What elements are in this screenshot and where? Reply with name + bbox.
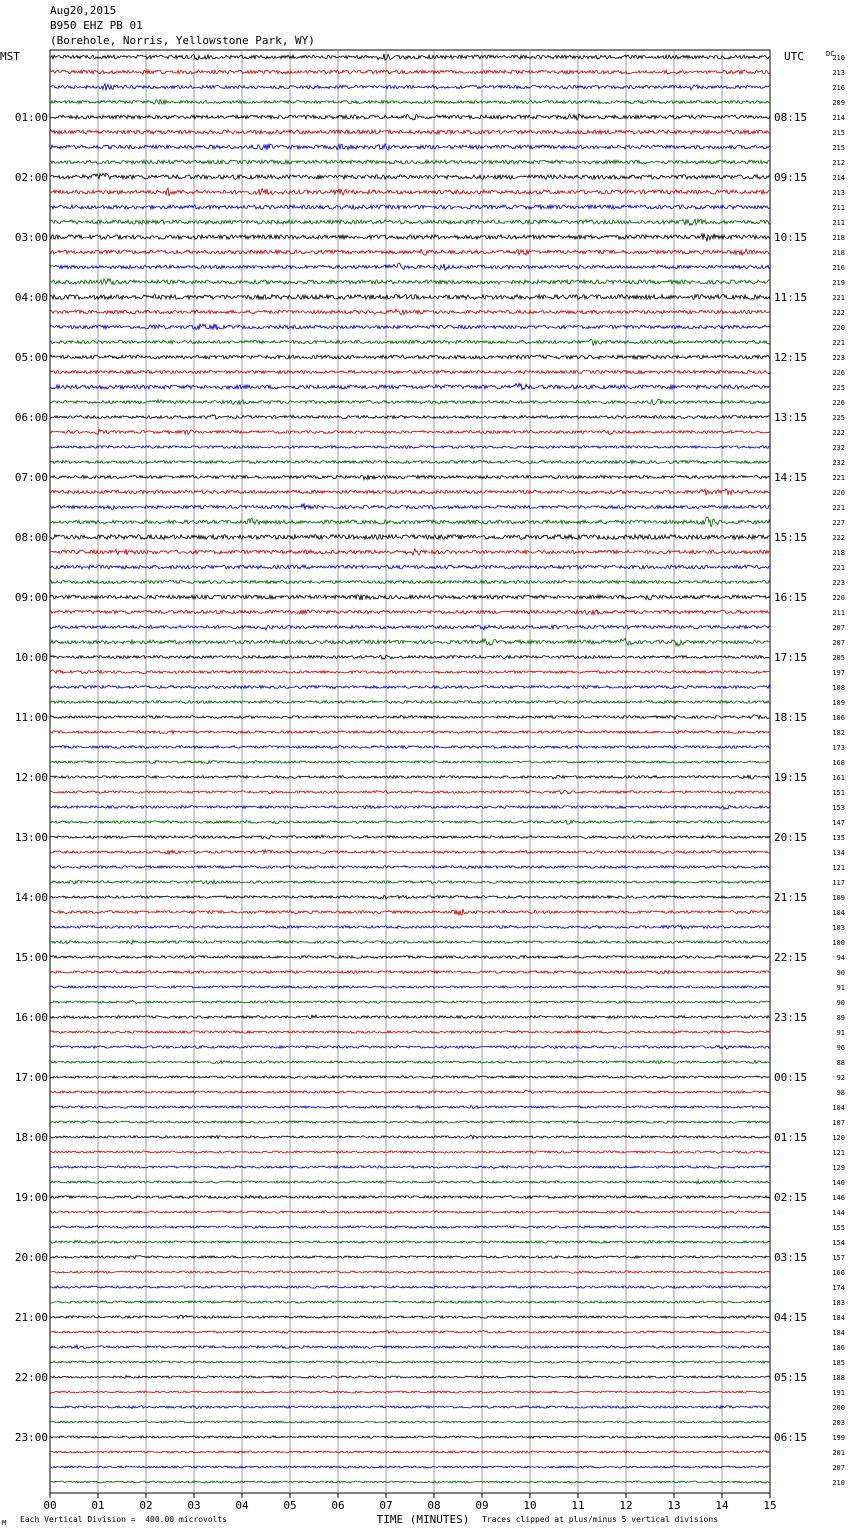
dc-value: 153 xyxy=(832,804,845,812)
trace-line xyxy=(50,1436,770,1438)
dc-value: 200 xyxy=(832,1404,845,1412)
utc-hour-label: 16:15 xyxy=(774,591,808,604)
utc-hour-label: 00:15 xyxy=(774,1071,808,1084)
trace-line xyxy=(50,760,770,763)
mst-hour-label: 09:00 xyxy=(14,591,48,604)
dc-value: 191 xyxy=(832,1389,845,1397)
trace-line xyxy=(50,173,770,179)
trace-line xyxy=(50,835,770,839)
x-tick-label: 09 xyxy=(475,1499,489,1512)
dc-value: 211 xyxy=(832,609,845,617)
dc-value: 94 xyxy=(836,954,845,962)
dc-value: 222 xyxy=(832,534,845,542)
trace-line xyxy=(50,1255,770,1258)
utc-hour-label: 09:15 xyxy=(774,171,808,184)
dc-value: 168 xyxy=(832,759,845,767)
mst-hour-label: 23:00 xyxy=(14,1431,48,1444)
utc-hour-label: 15:15 xyxy=(774,531,808,544)
axis-labels xyxy=(0,50,845,1526)
trace-line xyxy=(50,895,770,899)
trace-line xyxy=(50,1166,770,1169)
trace-line xyxy=(50,399,770,404)
dc-value: 210 xyxy=(832,1479,845,1487)
trace-line xyxy=(50,249,770,255)
utc-hour-label: 12:15 xyxy=(774,351,808,364)
mst-hour-label: 07:00 xyxy=(14,471,48,484)
dc-value: 210 xyxy=(832,54,845,62)
dc-value: 88 xyxy=(836,1059,845,1067)
trace-line xyxy=(50,1076,770,1078)
trace-line xyxy=(50,866,770,869)
trace-line xyxy=(50,1361,770,1364)
trace-line xyxy=(50,415,770,419)
trace-line xyxy=(50,1045,770,1049)
dc-value: 89 xyxy=(836,1014,845,1022)
trace-line xyxy=(50,114,770,120)
trace-line xyxy=(50,595,770,600)
trace-line xyxy=(50,610,770,615)
dc-value: 107 xyxy=(832,1119,845,1127)
x-axis-title: TIME (MINUTES) xyxy=(376,1513,470,1526)
dc-value: 205 xyxy=(832,654,845,662)
dc-value: 215 xyxy=(832,129,845,137)
trace-line xyxy=(50,446,770,449)
trace-line xyxy=(50,309,770,315)
utc-axis-label: UTC xyxy=(784,50,804,63)
mst-hour-label: 17:00 xyxy=(14,1071,48,1084)
trace-line xyxy=(50,1120,770,1123)
dc-value: 103 xyxy=(832,924,845,932)
dc-value: 219 xyxy=(832,279,845,287)
mst-hour-label: 10:00 xyxy=(14,651,48,664)
dc-value: 135 xyxy=(832,834,845,842)
trace-line xyxy=(50,535,770,540)
mst-hour-label: 06:00 xyxy=(14,411,48,424)
dc-value: 151 xyxy=(832,789,845,797)
dc-value: 215 xyxy=(832,144,845,152)
dc-value: 184 xyxy=(832,1329,845,1337)
dc-label: DC xyxy=(826,50,835,58)
trace-line xyxy=(50,160,770,164)
utc-hour-label: 17:15 xyxy=(774,651,808,664)
dc-value: 207 xyxy=(832,1464,845,1472)
mst-hour-label: 16:00 xyxy=(14,1011,48,1024)
mst-hour-label: 14:00 xyxy=(14,891,48,904)
utc-hour-label: 23:15 xyxy=(774,1011,808,1024)
utc-hour-label: 02:15 xyxy=(774,1191,808,1204)
dc-value: 100 xyxy=(832,939,845,947)
trace-line xyxy=(50,1226,770,1228)
mst-hour-label: 15:00 xyxy=(14,951,48,964)
x-tick-label: 07 xyxy=(379,1499,393,1512)
dc-value: 182 xyxy=(832,729,845,737)
trace-line xyxy=(50,263,770,270)
x-tick-label: 06 xyxy=(331,1499,345,1512)
dc-value: 121 xyxy=(832,864,845,872)
dc-value: 129 xyxy=(832,1164,845,1172)
dc-value: 197 xyxy=(832,669,845,677)
trace-line xyxy=(50,1090,770,1093)
x-tick-label: 01 xyxy=(91,1499,105,1512)
utc-hour-label: 18:15 xyxy=(774,711,808,724)
trace-line xyxy=(50,775,770,779)
clip-note: Traces clipped at plus/minus 5 vertical divisions xyxy=(482,1515,719,1524)
scale-note: Each Vertical Division = 400.00 microvolts xyxy=(20,1515,228,1524)
date-title: Aug20,2015 xyxy=(50,4,117,17)
mst-hour-label: 20:00 xyxy=(14,1251,48,1264)
dc-value: 188 xyxy=(832,1374,845,1382)
dc-value: 218 xyxy=(832,549,845,557)
x-tick-label: 15 xyxy=(763,1499,777,1512)
dc-value: 214 xyxy=(832,114,845,122)
trace-line xyxy=(50,1466,770,1468)
mst-hour-label: 12:00 xyxy=(14,771,48,784)
dc-value: 106 xyxy=(832,714,845,722)
mst-hour-label: 19:00 xyxy=(14,1191,48,1204)
dc-value: 221 xyxy=(832,294,845,302)
dc-value: 104 xyxy=(832,909,845,917)
utc-hour-label: 19:15 xyxy=(774,771,808,784)
dc-value: 218 xyxy=(832,234,845,242)
trace-line xyxy=(50,430,770,435)
dc-value: 216 xyxy=(832,264,845,272)
dc-value: 221 xyxy=(832,339,845,347)
x-tick-label: 05 xyxy=(283,1499,297,1512)
dc-value: 220 xyxy=(832,489,845,497)
trace-line xyxy=(50,475,770,480)
dc-value: 91 xyxy=(836,984,845,992)
dc-value: 144 xyxy=(832,1209,845,1217)
trace-line xyxy=(50,1331,770,1334)
trace-line xyxy=(50,1031,770,1034)
trace-line xyxy=(50,746,770,749)
dc-value: 147 xyxy=(832,819,845,827)
mst-hour-label: 11:00 xyxy=(14,711,48,724)
trace-line xyxy=(50,880,770,884)
dc-value: 222 xyxy=(832,429,845,437)
dc-value: 183 xyxy=(832,1299,845,1307)
x-tick-label: 13 xyxy=(667,1499,681,1512)
dc-value: 90 xyxy=(836,969,845,977)
mst-hour-label: 13:00 xyxy=(14,831,48,844)
dc-value: 213 xyxy=(832,189,845,197)
utc-hour-label: 05:15 xyxy=(774,1371,808,1384)
dc-value: 186 xyxy=(832,1344,845,1352)
trace-line xyxy=(50,1406,770,1409)
trace-line xyxy=(50,1271,770,1273)
trace-line xyxy=(50,355,770,359)
trace-line xyxy=(50,504,770,510)
dc-value: 134 xyxy=(832,849,845,857)
x-tick-label: 14 xyxy=(715,1499,729,1512)
seismic-traces xyxy=(50,54,770,1483)
dc-value: 161 xyxy=(832,774,845,782)
utc-hour-label: 11:15 xyxy=(774,291,808,304)
x-tick-label: 00 xyxy=(43,1499,57,1512)
trace-line xyxy=(50,1211,770,1213)
utc-hour-label: 01:15 xyxy=(774,1131,808,1144)
dc-value: 222 xyxy=(832,309,845,317)
dc-value: 117 xyxy=(832,879,845,887)
dc-value: 232 xyxy=(832,459,845,467)
dc-value: 221 xyxy=(832,474,845,482)
utc-hour-label: 20:15 xyxy=(774,831,808,844)
utc-hour-label: 08:15 xyxy=(774,111,808,124)
station-title: B950 EHZ PB 01 xyxy=(50,19,143,32)
trace-line xyxy=(50,655,770,659)
trace-line xyxy=(50,1391,770,1393)
dc-value: 157 xyxy=(832,1254,845,1262)
dc-value: 225 xyxy=(832,414,845,422)
trace-line xyxy=(50,383,770,390)
trace-line xyxy=(50,234,770,242)
mst-axis-label: MST xyxy=(0,50,20,63)
corner-mark: M xyxy=(2,1519,7,1527)
trace-line xyxy=(50,805,770,809)
trace-line xyxy=(50,370,770,373)
dc-value: 214 xyxy=(832,174,845,182)
trace-line xyxy=(50,715,770,719)
utc-hour-label: 03:15 xyxy=(774,1251,808,1264)
dc-value: 207 xyxy=(832,639,845,647)
dc-value: 226 xyxy=(832,369,845,377)
trace-line xyxy=(50,1421,770,1423)
dc-value: 140 xyxy=(832,1179,845,1187)
trace-line xyxy=(50,580,770,583)
utc-hour-label: 13:15 xyxy=(774,411,808,424)
trace-line xyxy=(50,219,770,226)
x-tick-label: 03 xyxy=(187,1499,201,1512)
dc-value: 120 xyxy=(832,1134,845,1142)
mst-hour-label: 08:00 xyxy=(14,531,48,544)
trace-line xyxy=(50,1345,770,1349)
trace-line xyxy=(50,670,770,674)
trace-line xyxy=(50,489,770,496)
trace-line xyxy=(50,940,770,945)
trace-line xyxy=(50,1105,770,1108)
trace-line xyxy=(50,986,770,988)
trace-line xyxy=(50,517,770,527)
trace-line xyxy=(50,339,770,345)
mst-hour-label: 02:00 xyxy=(14,171,48,184)
trace-line xyxy=(50,1015,770,1019)
x-tick-label: 11 xyxy=(571,1499,585,1512)
trace-line xyxy=(50,1481,770,1483)
dc-value: 211 xyxy=(832,204,845,212)
trace-line xyxy=(50,1000,770,1003)
dc-value: 173 xyxy=(832,744,845,752)
dc-value: 225 xyxy=(832,384,845,392)
utc-hour-label: 06:15 xyxy=(774,1431,808,1444)
trace-line xyxy=(50,100,770,105)
trace-line xyxy=(50,701,770,704)
dc-value: 91 xyxy=(836,1029,845,1037)
dc-value: 199 xyxy=(832,1434,845,1442)
trace-line xyxy=(50,686,770,689)
dc-value: 155 xyxy=(832,1224,845,1232)
utc-hour-label: 14:15 xyxy=(774,471,808,484)
trace-line xyxy=(50,144,770,151)
mst-hour-label: 05:00 xyxy=(14,351,48,364)
dc-value: 207 xyxy=(832,624,845,632)
mst-hour-label: 22:00 xyxy=(14,1371,48,1384)
trace-line xyxy=(50,970,770,974)
utc-hour-label: 21:15 xyxy=(774,891,808,904)
dc-value: 223 xyxy=(832,579,845,587)
trace-line xyxy=(50,1301,770,1303)
trace-line xyxy=(50,731,770,734)
dc-value: 154 xyxy=(832,1239,845,1247)
mst-hour-label: 04:00 xyxy=(14,291,48,304)
mst-hour-label: 18:00 xyxy=(14,1131,48,1144)
trace-line xyxy=(50,130,770,134)
dc-value: 109 xyxy=(832,894,845,902)
x-tick-label: 04 xyxy=(235,1499,249,1512)
dc-value: 209 xyxy=(832,99,845,107)
trace-line xyxy=(50,909,770,916)
dc-value: 121 xyxy=(832,1149,845,1157)
dc-value: 98 xyxy=(836,1089,845,1097)
dc-value: 90 xyxy=(836,999,845,1007)
trace-line xyxy=(50,790,770,794)
trace-line xyxy=(50,70,770,74)
trace-line xyxy=(50,1196,770,1199)
trace-line xyxy=(50,549,770,555)
trace-line xyxy=(50,1151,770,1153)
trace-line xyxy=(50,205,770,209)
trace-line xyxy=(50,1135,770,1139)
trace-line xyxy=(50,925,770,929)
dc-value: 184 xyxy=(832,1314,845,1322)
dc-value: 109 xyxy=(832,699,845,707)
dc-value: 220 xyxy=(832,594,845,602)
trace-line xyxy=(50,1315,770,1318)
dc-value: 146 xyxy=(832,1194,845,1202)
trace-line xyxy=(50,638,770,646)
dc-value: 166 xyxy=(832,1269,845,1277)
trace-line xyxy=(50,1060,770,1063)
trace-line xyxy=(50,850,770,854)
trace-line xyxy=(50,1286,770,1288)
dc-value: 96 xyxy=(836,1044,845,1052)
trace-line xyxy=(50,188,770,196)
dc-value: 213 xyxy=(832,69,845,77)
dc-value: 221 xyxy=(832,564,845,572)
location-title: (Borehole, Norris, Yellowstone Park, WY) xyxy=(50,34,315,47)
dc-value: 232 xyxy=(832,444,845,452)
mst-hour-label: 03:00 xyxy=(14,231,48,244)
trace-line xyxy=(50,460,770,463)
x-tick-label: 02 xyxy=(139,1499,153,1512)
trace-line xyxy=(50,54,770,60)
x-tick-label: 10 xyxy=(523,1499,537,1512)
utc-hour-label: 10:15 xyxy=(774,231,808,244)
dc-value: 216 xyxy=(832,84,845,92)
dc-value: 226 xyxy=(832,399,845,407)
trace-line xyxy=(50,625,770,630)
dc-value: 104 xyxy=(832,1104,845,1112)
trace-line xyxy=(50,565,770,569)
mst-hour-label: 01:00 xyxy=(14,111,48,124)
utc-hour-label: 22:15 xyxy=(774,951,808,964)
dc-value: 92 xyxy=(836,1074,845,1082)
trace-line xyxy=(50,1240,770,1243)
dc-value: 218 xyxy=(832,249,845,257)
dc-value: 185 xyxy=(832,1359,845,1367)
trace-line xyxy=(50,295,770,300)
trace-line xyxy=(50,279,770,285)
trace-line xyxy=(50,820,770,824)
dc-value: 227 xyxy=(832,519,845,527)
dc-value: 211 xyxy=(832,219,845,227)
dc-value: 221 xyxy=(832,504,845,512)
dc-value: 220 xyxy=(832,324,845,332)
trace-line xyxy=(50,1180,770,1184)
dc-value: 201 xyxy=(832,1449,845,1457)
trace-line xyxy=(50,84,770,91)
x-tick-label: 12 xyxy=(619,1499,633,1512)
dc-value: 108 xyxy=(832,684,845,692)
trace-line xyxy=(50,324,770,330)
trace-line xyxy=(50,956,770,959)
dc-value: 174 xyxy=(832,1284,845,1292)
trace-line xyxy=(50,1376,770,1379)
dc-value: 203 xyxy=(832,1419,845,1427)
mst-hour-label: 21:00 xyxy=(14,1311,48,1324)
dc-value: 223 xyxy=(832,354,845,362)
utc-hour-label: 04:15 xyxy=(774,1311,808,1324)
dc-value: 212 xyxy=(832,159,845,167)
trace-line xyxy=(50,1451,770,1454)
x-tick-label: 08 xyxy=(427,1499,441,1512)
